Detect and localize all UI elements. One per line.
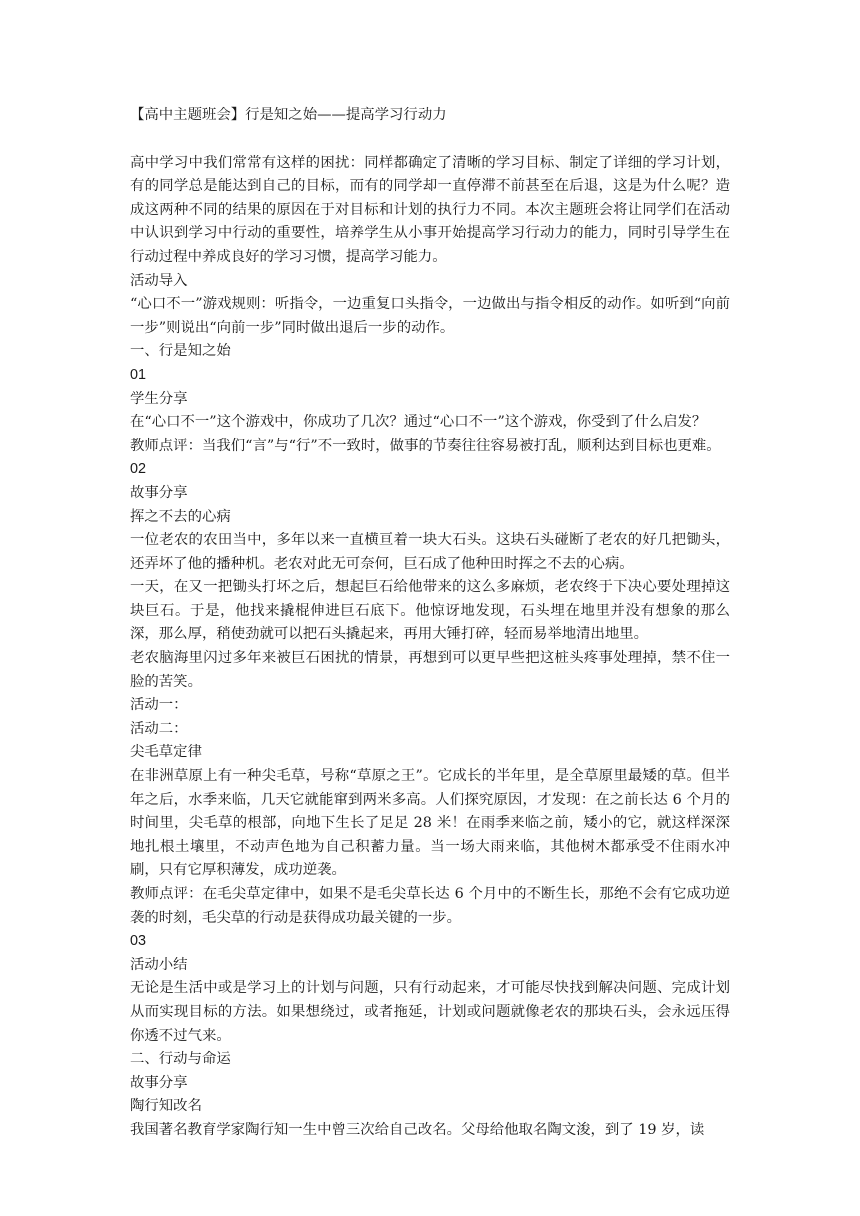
paragraph: 一位老农的农田当中，多年以来一直横亘着一块大石头。这块石头碰断了老农的好几把锄头，还弄坏了他的播种机。老农对此无可奈何，巨石成了他种田时挥之不去的心病。: [130, 532, 730, 572]
paragraph: 学生分享: [130, 390, 188, 407]
paragraph: 陶行知改名: [130, 1098, 202, 1115]
paragraph: 一天，在又一把锄头打坏之后，想起巨石给他带来的这么多麻烦，老农终于下决心要处理掉这块巨石。于是，他找来撬棍伸进巨石底下。他惊讶地发现，石头埋在地里并没有想象的那么深，那么厚，稍使劲就可以把石头撬起来，再用大锤打碎，轻而易举地清出地里。: [130, 579, 730, 643]
paragraph: 教师点评：在毛尖草定律中，如果不是毛尖草长达 6 个月中的不断生长，那绝不会有它成功逆袭的时刻，毛尖草的行动是获得成功最关键的一步。: [130, 886, 730, 926]
paragraph: 一、行是知之始: [130, 343, 231, 360]
document-title: 【高中主题班会】行是知之始——提高学习行动力: [130, 107, 447, 123]
paragraph: 二、行动与命运: [130, 1051, 231, 1068]
paragraph: 故事分享: [130, 484, 188, 501]
paragraph: 挥之不去的心病: [130, 508, 231, 525]
paragraph: 01: [130, 366, 147, 383]
paragraph: 老农脑海里闪过多年来被巨石困扰的情景，再想到可以更早些把这桩头疼事处理掉，禁不住一脸的苦笑。: [130, 650, 730, 690]
paragraph: 教师点评：当我们“言”与“行”不一致时，做事的节奏往往容易被打乱，顺利达到目标也更难。: [130, 437, 721, 454]
paragraph: 活动二：: [130, 720, 188, 737]
paragraph: 我国著名教育学家陶行知一生中曾三次给自己改名。父母给他取名陶文浚，到了 19 岁，读: [130, 1121, 705, 1138]
paragraph: 在非洲草原上有一种尖毛草，号称“草原之王”。它成长的半年里，是全草原里最矮的草。但半年之后，水季来临，几天它就能窜到两米多高。人们探究原因，才发现：在之前长达 6 个月的时间里，尖毛草的根部，向地下生长了足足 28 米！在雨季来临之前，矮小的它，就这样深深地扎根土壤里，不动声色地为自己积蓄力量。当一场大雨来临，其他树木都承受不住雨水冲刷，只有它厚积薄发，成功逆袭。: [130, 768, 730, 879]
paragraph: 无论是生活中或是学习上的计划与问题，只有行动起来，才可能尽快找到解决问题、完成计划从而实现目标的方法。如果想绕过，或者拖延，计划或问题就像老农的那块石头，会永远压得你透不过气来。: [130, 980, 730, 1044]
paragraph: 活动小结: [130, 956, 188, 973]
paragraph: 高中学习中我们常常有这样的困扰：同样都确定了清晰的学习目标、制定了详细的学习计划，有的同学总是能达到自己的目标，而有的同学却一直停滞不前甚至在后退，这是为什么呢？造成这两种不同的结果的原因在于对目标和计划的执行力不同。本次主题班会将让同学们在活动中认识到学习中行动的重要性，培养学生从小事开始提高学习行动力的能力，同时引导学生在行动过程中养成良好的学习习惯，提高学习能力。: [130, 154, 730, 265]
paragraph: 在“心口不一”这个游戏中，你成功了几次？通过“心口不一”这个游戏，你受到了什么启发？: [130, 414, 707, 431]
paragraph: “心口不一”游戏规则：听指令，一边重复口头指令，一边做出与指令相反的动作。如听到“向前一步”则说出“向前一步”同时做出退后一步的动作。: [130, 296, 730, 336]
document-page: [130, 104, 730, 1143]
paragraph: 尖毛草定律: [130, 744, 202, 761]
paragraph: 02: [130, 461, 147, 478]
paragraph: 活动一：: [130, 697, 188, 714]
paragraph: 活动导入: [130, 272, 188, 289]
paragraph: 03: [130, 933, 147, 950]
document-body: [130, 152, 730, 1143]
paragraph: 故事分享: [130, 1074, 188, 1091]
